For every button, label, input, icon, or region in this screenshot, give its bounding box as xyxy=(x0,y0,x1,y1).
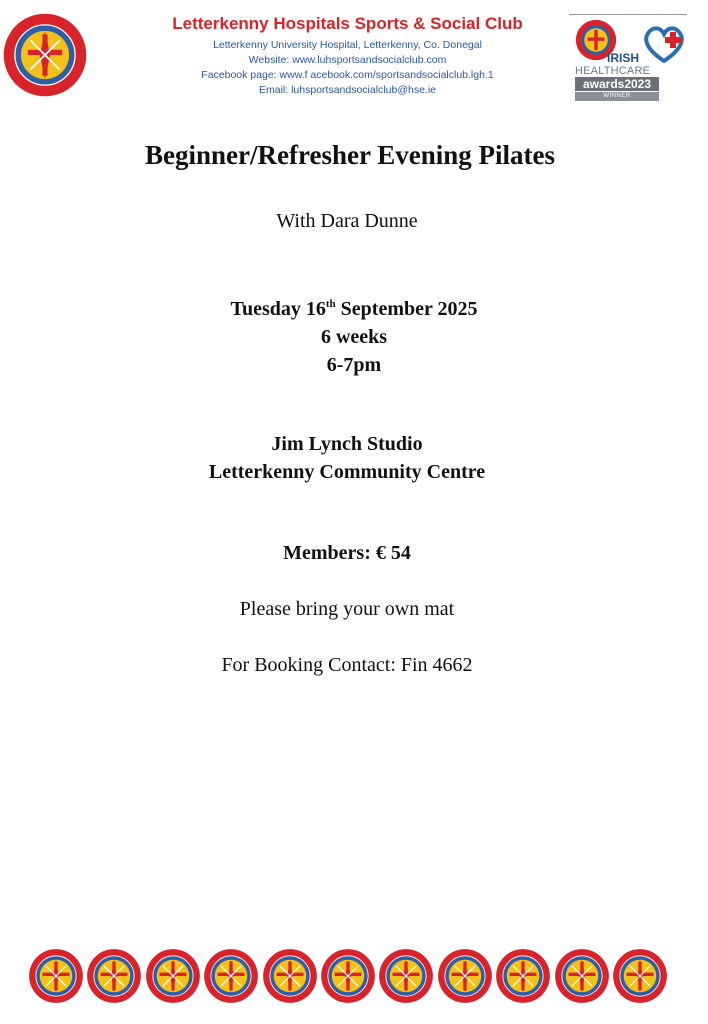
club-crest-icon xyxy=(554,948,610,1004)
event-schedule xyxy=(0,290,708,379)
event-title: Beginner/Refresher Evening Pilates xyxy=(145,140,555,170)
event-price: Members: € 54 xyxy=(283,542,411,564)
venue-name: Jim Lynch Studio xyxy=(271,433,423,455)
club-address: Letterkenny University Hospital, Letterkenny, Co. Donegal xyxy=(213,39,482,51)
event-booking: For Booking Contact: Fin 4662 xyxy=(221,654,473,676)
club-crest-icon xyxy=(320,948,376,1004)
award-badge xyxy=(569,14,687,103)
venue-place: Letterkenny Community Centre xyxy=(208,461,486,483)
event-instructor: With Dara Dunne xyxy=(276,210,418,232)
club-crest-icon xyxy=(437,948,493,1004)
club-crest-icon xyxy=(378,948,434,1004)
heart-cross-icon xyxy=(641,23,687,63)
letterhead xyxy=(100,14,595,98)
club-website[interactable]: Website: www.luhsportsandsocialclub.com xyxy=(248,54,447,66)
club-crest-icon xyxy=(612,948,668,1004)
club-crest-icon xyxy=(28,948,84,1004)
footer-crest-row xyxy=(28,948,668,1008)
club-crest-icon xyxy=(86,948,142,1004)
award-irish: IRISH xyxy=(607,51,640,65)
event-date: Tuesday 16th September 2025 xyxy=(230,298,478,320)
award-winner: WINNER xyxy=(575,92,659,101)
club-email[interactable]: Email: luhsportsandsocialclub@hse.ie xyxy=(259,84,436,96)
club-crest-icon xyxy=(495,948,551,1004)
club-crest-icon xyxy=(203,948,259,1004)
club-crest-icon xyxy=(2,12,88,98)
club-facebook[interactable]: Facebook page: www.f acebook.com/sportsandsocialclub.lgh.1 xyxy=(201,69,494,81)
club-crest-icon xyxy=(262,948,318,1004)
award-healthcare: HEALTHCARE xyxy=(575,65,651,77)
event-venue xyxy=(0,430,694,486)
club-name: Letterkenny Hospitals Sports & Social Club xyxy=(172,14,523,33)
event-duration: 6 weeks xyxy=(320,326,388,348)
club-crest-icon xyxy=(145,948,201,1004)
event-note: Please bring your own mat xyxy=(239,598,455,620)
award-year: awards2023 xyxy=(575,77,659,91)
event-time: 6-7pm xyxy=(326,354,382,376)
